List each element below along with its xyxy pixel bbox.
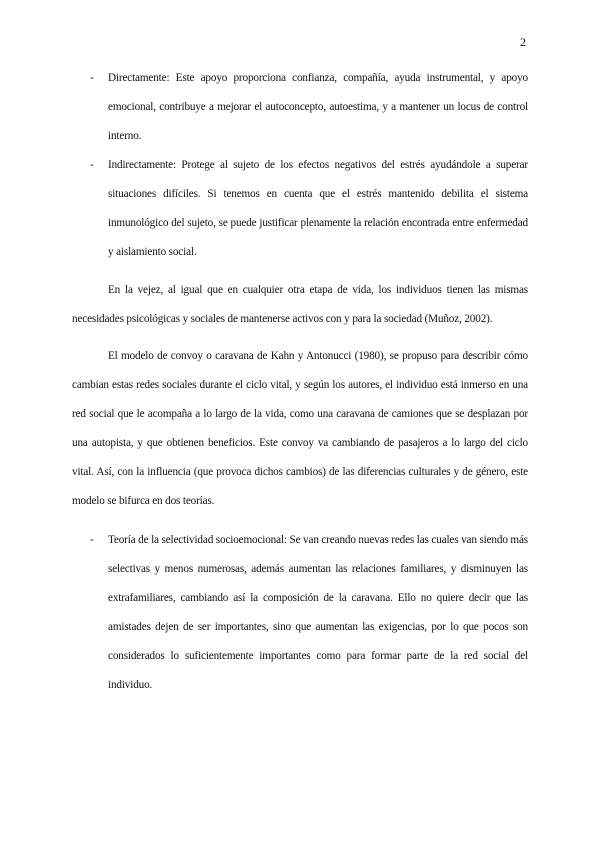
bullet-item-indirectamente — [72, 151, 528, 267]
bullet-item-selectividad — [72, 526, 528, 700]
bullet-list-theories — [72, 526, 528, 700]
spacer — [72, 516, 528, 526]
bullet-dash: - — [90, 159, 94, 171]
bullet-text: Teoría de la selectividad socioemocional: Se van creando nuevas redes las cuales van siendo más selectivas y menos numerosas, además aumentan las relaciones familiares, y disminuyen las extrafamiliares, cambiando así la composición de la caravana. Ello no quiere decir que las amistades dejen de ser importantes, sino que aumentan las exigencias, por lo que pocos son considerados lo suficientemente importantes como para formar parte de la red social del individuo. — [108, 534, 528, 691]
bullet-dash: - — [90, 72, 94, 84]
bullet-text: Indirectamente: Protege al sujeto de los efectos negativos del estrés ayudándole a superar situaciones difíciles. Si tenemos en cuenta que el estrés mantenido debilita el sistema inmunológico del sujeto, se puede justificar plenamente la relación encontrada entre enfermedad y aislamiento social. — [108, 159, 528, 258]
page-number: 2 — [520, 35, 526, 49]
spacer — [72, 334, 528, 342]
bullet-item-directamente — [72, 64, 528, 151]
page-body — [72, 64, 528, 700]
bullet-list-support-types — [72, 64, 528, 267]
paragraph-modelo-convoy: El modelo de convoy o caravana de Kahn y Antonucci (1980), se propuso para describir cómo cambian estas redes sociales durante el ciclo vital, y según los autores, el individuo está inmerso en una red social que le acompaña a lo largo de la vida, como una caravana de camiones que se desplazan por una autopista, y que obtienen beneficios. Este convoy va cambiando de pasajeros a lo largo del ciclo vital. Así, con la influencia (que provoca dichos cambios) de las diferencias culturales y de género, este modelo se bifurca en dos teorías. — [72, 350, 528, 507]
bullet-text: Directamente: Este apoyo proporciona confianza, compañía, ayuda instrumental, y apoyo emocional, contribuye a mejorar el autoconcepto, autoestima, y a mantener un locus de control interno. — [108, 72, 528, 142]
spacer — [72, 267, 528, 276]
bullet-dash: - — [90, 534, 94, 546]
paragraph-vejez: En la vejez, al igual que en cualquier otra etapa de vida, los individuos tienen las mismas necesidades psicológicas y sociales de mantenerse activos con y para la sociedad (Muñoz, 2002). — [72, 284, 528, 325]
